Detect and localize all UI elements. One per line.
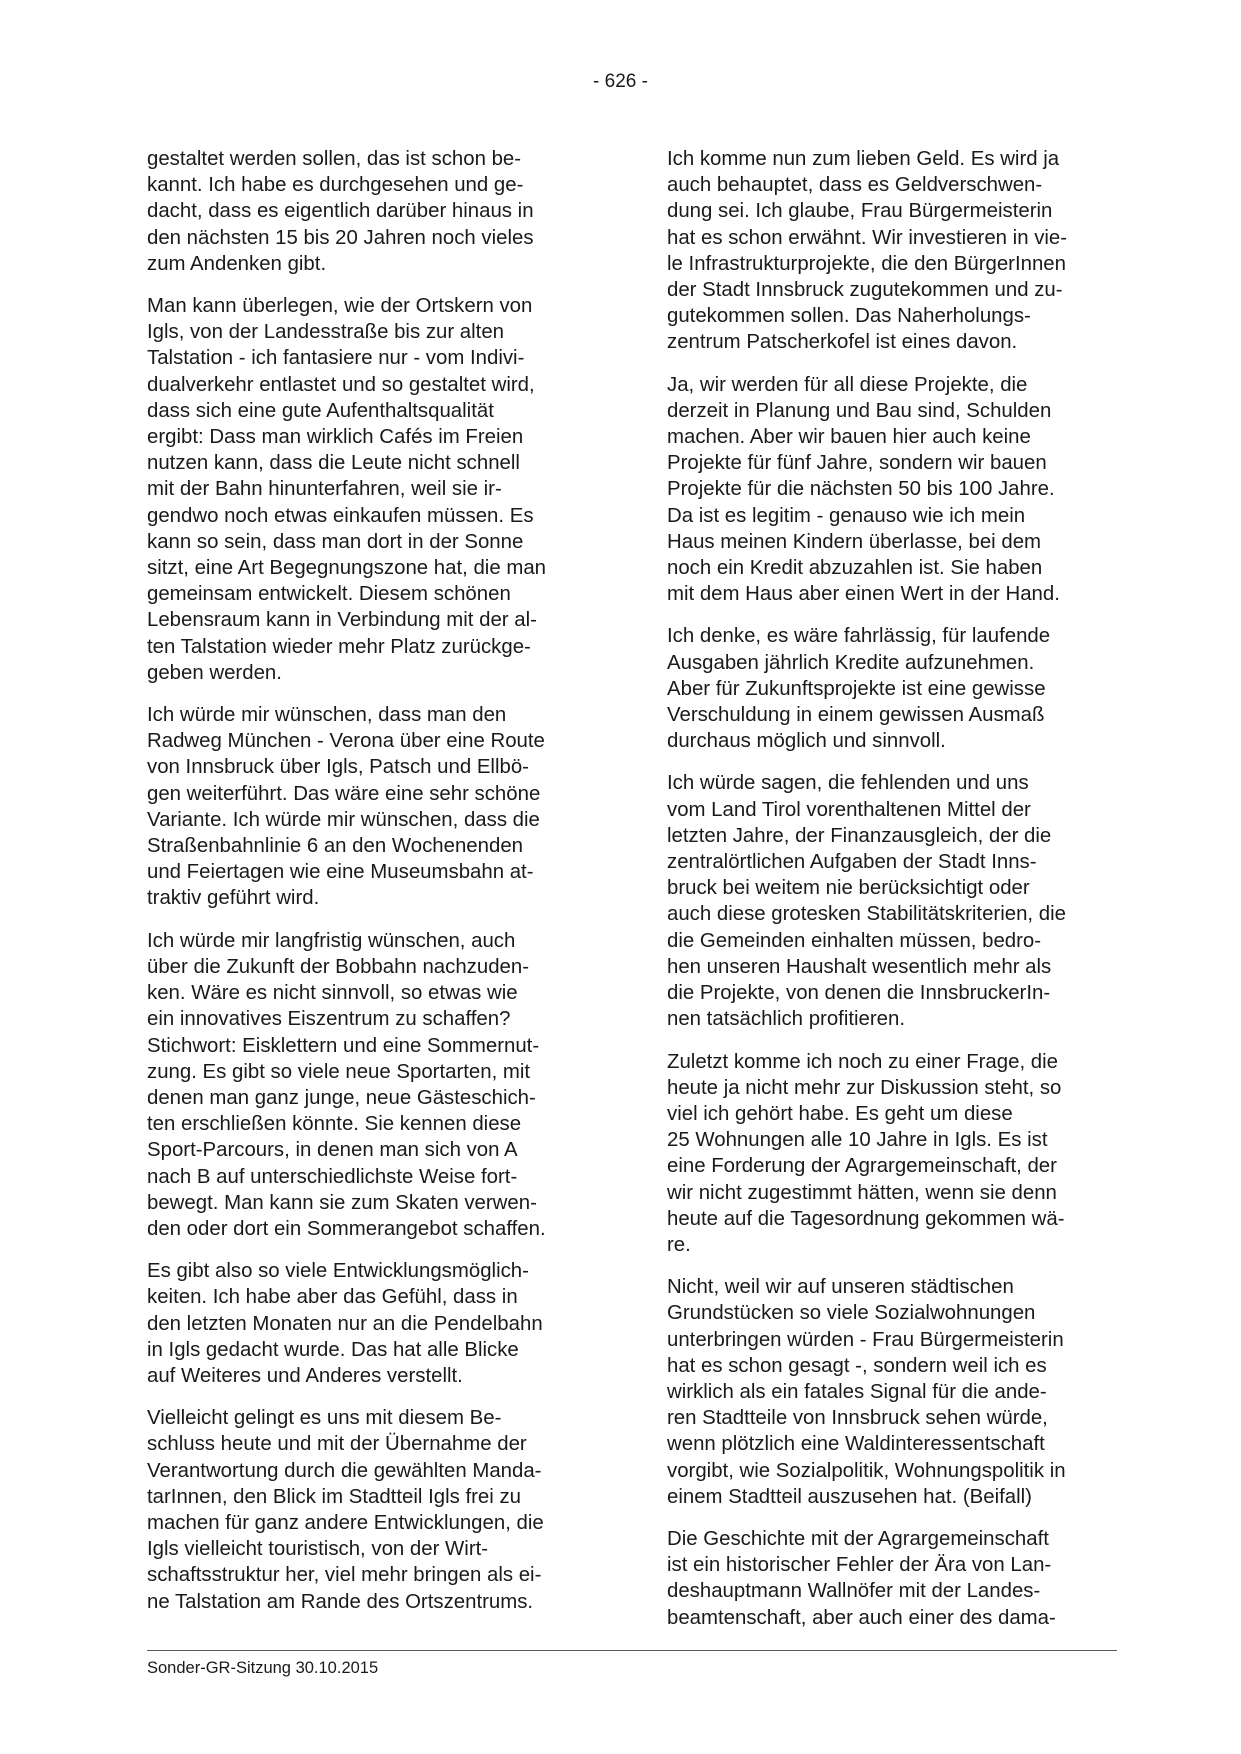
text-line: gen weiterführt. Das wäre eine sehr schöne [147,782,541,805]
text-line: Verantwortung durch die gewählten Manda- [147,1459,542,1482]
text-line: gemeinsam entwickelt. Diesem schönen [147,583,511,606]
text-line: Die Geschichte mit der Agrargemeinschaft [667,1527,1049,1550]
text-line: und Feiertagen wie eine Museumsbahn at- [147,861,534,884]
text-line: hen unseren Haushalt wesentlich mehr als [667,955,1052,978]
text-line: zentralörtlichen Aufgaben der Stadt Inns- [667,851,1037,874]
text-line: den oder dort ein Sommerangebot schaffen. [147,1217,546,1240]
text-line: dualverkehr entlastet und so gestaltet wird, [147,373,535,396]
paragraph [147,146,587,277]
text-line: Ich denke, es wäre fahrlässig, für laufende [667,625,1051,648]
text-line: vom Land Tirol vorenthaltenen Mittel der [667,798,1031,821]
text-line: viel ich gehört habe. Es geht um diese [667,1102,1013,1125]
text-line: unterbringen würden - Frau Bürgermeisterin [667,1328,1064,1351]
paragraph [147,1405,587,1615]
text-line: Ich würde sagen, die fehlenden und uns [667,772,1029,795]
page-number: - 626 - [593,71,648,92]
paragraph [667,1049,1107,1259]
text-line: Es gibt also so viele Entwicklungsmöglich- [147,1260,529,1283]
text-line: zung. Es gibt so viele neue Sportarten, mit [147,1060,531,1083]
text-line: re. [667,1233,691,1256]
text-line: hat es schon gesagt -, sondern weil ich es [667,1354,1047,1377]
text-line: gutekommen sollen. Das Naherholungs- [667,305,1031,328]
text-line: sitzt, eine Art Begegnungszone hat, die man [147,557,547,580]
text-line: ken. Wäre es nicht sinnvoll, so etwas wie [147,982,518,1005]
text-line: Nicht, weil wir auf unseren städtischen [667,1276,1014,1299]
text-line: zentrum Patscherkofel ist eines davon. [667,331,1018,354]
paragraph [147,928,587,1242]
text-line: Verschuldung in einem gewissen Ausmaß [667,704,1045,727]
text-line: ten erschließen könnte. Sie kennen diese [147,1113,522,1136]
text-line: nutzen kann, dass die Leute nicht schnell [147,452,520,475]
text-line: hat es schon erwähnt. Wir investieren in vie- [667,226,1068,249]
text-line: wirklich als ein fatales Signal für die ande- [667,1380,1047,1403]
text-line: bruck bei weitem nie berücksichtigt oder [667,877,1030,900]
text-line: ten Talstation wieder mehr Platz zurückge- [147,635,531,658]
text-line: dass sich eine gute Aufenthaltsqualität [147,399,494,422]
text-line: Variante. Ich würde mir wünschen, dass die [147,808,540,831]
text-line: Radweg München - Verona über eine Route [147,730,545,753]
text-line: Ich würde mir langfristig wünschen, auch [147,929,516,952]
text-line: Grundstücken so viele Sozialwohnungen [667,1302,1036,1325]
paragraph [667,623,1107,754]
text-line: machen. Aber wir bauen hier auch keine [667,426,1031,449]
paragraph [667,770,1107,1032]
text-line: Da ist es legitim - genauso wie ich mein [667,504,1026,527]
text-line: Zuletzt komme ich noch zu einer Frage, die [667,1050,1058,1073]
text-line: keiten. Ich habe aber das Gefühl, dass in [147,1286,518,1309]
text-line: Man kann überlegen, wie der Ortskern von [147,295,533,318]
text-line: von Innsbruck über Igls, Patsch und Ellbö- [147,756,529,779]
text-line: ein innovatives Eiszentrum zu schaffen? [147,1008,511,1031]
text-line: wir nicht zugestimmt hätten, wenn sie denn [667,1181,1057,1204]
text-line: deshauptmann Wallnöfer mit der Landes- [667,1580,1041,1603]
text-line: Ich würde mir wünschen, dass man den [147,704,507,727]
text-line: gendwo noch etwas einkaufen müssen. Es [147,504,534,527]
text-line: auf Weiteres und Anderes verstellt. [147,1364,463,1387]
text-line: einem Stadtteil auszusehen hat. (Beifall) [667,1485,1032,1508]
text-line: geben werden. [147,661,282,684]
text-line: den nächsten 15 bis 20 Jahren noch vieles [147,226,534,249]
text-line: Projekte für fünf Jahre, sondern wir bauen [667,452,1047,475]
paragraph [667,146,1107,356]
text-line: le Infrastrukturprojekte, die den BürgerInnen [667,252,1066,275]
text-line: noch ein Kredit abzuzahlen ist. Sie haben [667,557,1043,580]
text-line: nen tatsächlich profitieren. [667,1008,906,1031]
text-line: Igls vielleicht touristisch, von der Wirt- [147,1538,489,1561]
paragraph [147,293,587,686]
text-line: den letzten Monaten nur an die Pendelbahn [147,1312,543,1335]
paragraph [667,1274,1107,1510]
text-line: ne Talstation am Rande des Ortszentrums. [147,1590,534,1613]
paragraph [147,1258,587,1389]
text-line: Projekte für die nächsten 50 bis 100 Jahre. [667,478,1055,501]
text-line: dung sei. Ich glaube, Frau Bürgermeisterin [667,200,1053,223]
text-line: Ja, wir werden für all diese Projekte, die [667,373,1028,396]
text-line: Ich komme nun zum lieben Geld. Es wird ja [667,148,1060,170]
paragraph [667,372,1107,608]
text-line: schaftsstruktur her, viel mehr bringen als ei- [147,1564,542,1587]
text-line: Stichwort: Eisklettern und eine Sommernut- [147,1034,540,1057]
text-line: denen man ganz junge, neue Gästeschich- [147,1086,536,1109]
text-line: Ausgaben jährlich Kredite aufzunehmen. [667,651,1035,674]
text-line: 25 Wohnungen alle 10 Jahre in Igls. Es ist [667,1129,1048,1152]
text-line: machen für ganz andere Entwicklungen, die [147,1511,544,1534]
text-line: traktiv geführt wird. [147,887,320,910]
paragraph [667,1526,1107,1631]
paragraph [147,702,587,912]
text-line: eine Forderung der Agrargemeinschaft, der [667,1155,1057,1178]
text-line: die Projekte, von denen die InnsbruckerIn- [667,982,1051,1005]
text-line: Sport-Parcours, in denen man sich von A [147,1139,518,1162]
text-line: die Gemeinden einhalten müssen, bedro- [667,929,1042,952]
text-line: beamtenschaft, aber auch einer des dama- [667,1606,1056,1629]
text-line: Haus meinen Kindern überlasse, bei dem [667,530,1042,553]
text-line: auch diese grotesken Stabilitätskriterien, die [667,903,1066,926]
left-column [147,146,587,1631]
text-line: auch behauptet, dass es Geldverschwen- [667,174,1043,197]
text-line: schluss heute und mit der Übernahme der [147,1433,527,1456]
text-line: bewegt. Man kann sie zum Skaten verwen- [147,1191,537,1214]
text-line: derzeit in Planung und Bau sind, Schulden [667,399,1052,422]
text-line: mit der Bahn hinunterfahren, weil sie ir- [147,478,502,501]
footer-divider [147,1650,1117,1651]
text-line: vorgibt, wie Sozialpolitik, Wohnungspolitik in [667,1459,1066,1482]
text-line: Lebensraum kann in Verbindung mit der al- [147,609,537,632]
text-line: ren Stadtteile von Innsbruck sehen würde, [667,1407,1048,1430]
text-line: mit dem Haus aber einen Wert in der Hand. [667,583,1060,606]
text-line: über die Zukunft der Bobbahn nachzuden- [147,955,530,978]
text-line: kann so sein, dass man dort in der Sonne [147,530,524,553]
right-column [667,146,1107,1647]
text-line: der Stadt Innsbruck zugutekommen und zu- [667,279,1063,302]
text-line: Aber für Zukunftsprojekte ist eine gewisse [667,677,1046,700]
text-line: wenn plötzlich eine Waldinteressentschaft [667,1433,1045,1456]
text-line: Straßenbahnlinie 6 an den Wochenenden [147,835,524,858]
text-line: durchaus möglich und sinnvoll. [667,730,946,753]
text-line: Vielleicht gelingt es uns mit diesem Be- [147,1407,502,1430]
text-line: ist ein historischer Fehler der Ära von Lan- [667,1554,1052,1577]
text-line: ergibt: Dass man wirklich Cafés im Freien [147,426,524,449]
text-line: heute ja nicht mehr zur Diskussion steht, so [667,1076,1062,1099]
text-line: tarInnen, den Blick im Stadtteil Igls frei zu [147,1485,522,1508]
text-line: letzten Jahre, der Finanzausgleich, der die [667,824,1052,847]
text-line: nach B auf unterschiedlichste Weise fort- [147,1165,518,1188]
text-line: Igls, von der Landesstraße bis zur alten [147,321,505,344]
text-line: gestaltet werden sollen, das ist schon be- [147,148,522,170]
text-line: heute auf die Tagesordnung gekommen wä- [667,1207,1065,1230]
text-line: Talstation - ich fantasiere nur - vom Indivi- [147,347,525,370]
text-line: kannt. Ich habe es durchgesehen und ge- [147,174,524,197]
footer-session-label: Sonder-GR-Sitzung 30.10.2015 [147,1659,379,1677]
text-line: dacht, dass es eigentlich darüber hinaus in [147,200,534,223]
text-line: zum Andenken gibt. [147,252,327,275]
text-line: in Igls gedacht wurde. Das hat alle Blicke [147,1338,519,1361]
